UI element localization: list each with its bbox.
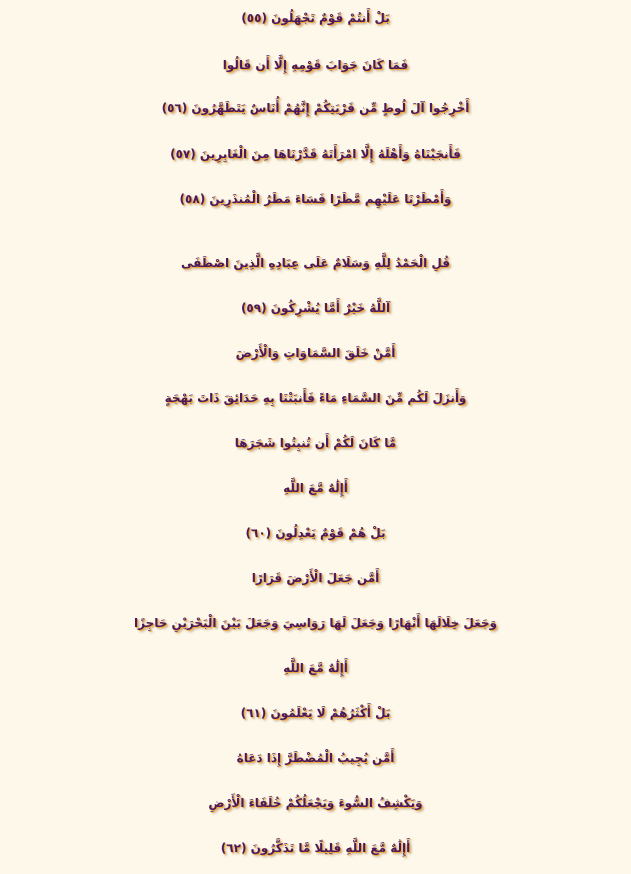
verse-line-60-c: مَّا كَانَ لَكُمْ أَن تُنبِتُوا شَجَرَهَا xyxy=(234,436,397,450)
verse-line-58: وَأَمْطَرْنَا عَلَيْهِم مَّطَرًا فَسَاءَ مَطَرُ الْمُنذَرِينَ (٥٨) xyxy=(179,192,452,206)
verse-line-62-a: أَمَّن يُجِيبُ الْمُضْطَرَّ إِذَا دَعَاهُ xyxy=(236,751,395,765)
verse-line-57: فَأَنجَيْنَاهُ وَأَهْلَهُ إِلَّا امْرَأَتَهُ قَدَّرْنَاهَا مِنَ الْغَابِرِينَ (٥٧) xyxy=(170,147,461,161)
verse-line-61-a: أَمَّن جَعَلَ الْأَرْضَ قَرَارًا xyxy=(251,571,380,585)
verse-line-59-start: قُلِ الْحَمْدُ لِلَّهِ وَسَلَامٌ عَلَى عِبَادِهِ الَّذِينَ اصْطَفَى xyxy=(180,256,450,270)
verse-line-55: بَلْ أَنتُمْ قَوْمٌ تَجْهَلُونَ (٥٥) xyxy=(241,11,390,25)
verse-line-61-c: أَإِلَٰهٌ مَّعَ اللَّهِ xyxy=(283,661,348,675)
verse-line-61-end: بَلْ أَكْثَرُهُمْ لَا يَعْلَمُونَ (٦١) xyxy=(240,706,391,720)
verse-line-61-b: وَجَعَلَ خِلَالَهَا أَنْهَارًا وَجَعَلَ لَهَا رَوَاسِيَ وَجَعَلَ بَيْنَ الْبَحْرَيْنِ حَاجِزًا xyxy=(133,616,497,630)
verse-line-56-end: أَخْرِجُوا آلَ لُوطٍ مِّن قَرْيَتِكُمْ إِنَّهُمْ أُنَاسٌ يَتَطَهَّرُونَ (٥٦) xyxy=(161,101,470,115)
verse-line-60-d: أَإِلَٰهٌ مَّعَ اللَّهِ xyxy=(283,481,348,495)
verse-line-62-b: وَيَكْشِفُ السُّوءَ وَيَجْعَلُكُمْ خُلَفَاءَ الْأَرْضِ xyxy=(208,796,423,810)
verse-line-62-end: أَإِلَٰهٌ مَّعَ اللَّهِ قَلِيلًا مَّا تَذَكَّرُونَ (٦٢) xyxy=(220,841,411,855)
verse-line-59-end: آللَّهُ خَيْرٌ أَمَّا يُشْرِكُونَ (٥٩) xyxy=(240,301,391,315)
verse-line-60-a: أَمَّنْ خَلَقَ السَّمَاوَاتِ وَالْأَرْضَ xyxy=(235,346,396,360)
verse-line-60-b: وَأَنزَلَ لَكُم مِّنَ السَّمَاءِ مَاءً فَأَنبَتْنَا بِهِ حَدَائِقَ ذَاتَ بَهْجَةٍ xyxy=(164,391,467,405)
verse-line-56-start: فَمَا كَانَ جَوَابَ قَوْمِهِ إِلَّا أَن قَالُوا xyxy=(222,58,409,72)
verse-line-60-end: بَلْ هُمْ قَوْمٌ يَعْدِلُونَ (٦٠) xyxy=(245,526,386,540)
